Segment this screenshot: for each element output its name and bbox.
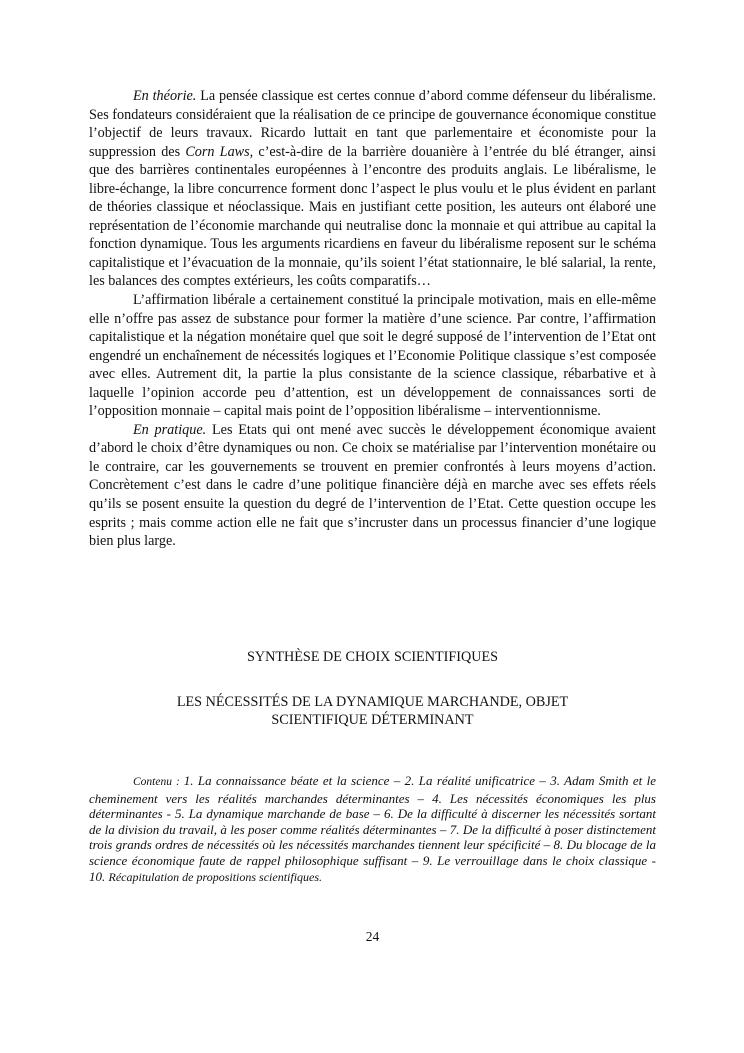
contents-last-item: Récapitulation de propositions scientifiques. [108, 869, 323, 884]
paragraph-lead: En théorie. [133, 88, 197, 104]
body-text [89, 87, 656, 551]
contents-paragraph [89, 773, 656, 885]
paragraph-practice [89, 421, 656, 551]
corn-laws-term: Corn Laws [185, 143, 250, 160]
contents-text: 1. La connaissance béate et la science – 2. La réalité unificatrice – 3. Adam Smith et le cheminement vers les réalités marchandes déterminantes – 4. Les nécessités économiques les plus déterminantes - 5. La dynamique marchande de base – 6. De la difficulté à discerner les nécessités sortant de la division du travail, à les poser comme réalités déterminantes – 7. De la difficulté à poser distinctement trois grands ordres de nécessités où les nécessités marchandes tiennent leur spécificité – 8. Du blocage de la science économique faute de rappel philosophique suffisant – 9. Le verrouillage dans le choix classique - 10. [89, 773, 656, 884]
paragraph-text: Les Etats qui ont mené avec succès le développement économique avaient d’abord le choix d’être dynamiques ou non. Ce choix se matérialise par l’intervention monétaire ou le contraire, car les gouvernements se trouvent en premier confrontés à leurs moyens d’action. Concrètement c’est dans le cadre d’une politique financière déjà en marche avec ses effets réels qu’ils se posent ensuite la question du degré de l’intervention de l’Etat. Cette question occupe les esprits ; mais comme action elle ne fait que s’incruster dans un processus financier d’une logique bien plus large. [89, 421, 656, 550]
paragraph-lead: En pratique. [133, 421, 207, 438]
paragraph-text: La pensée classique est certes connue d’abord comme défenseur du libéralisme. Ses fondateurs considéraient que la réalisation de ce principe de gouvernance économique constitue l’objectif de leurs travaux. Ricardo luttait en tant que parlementaire et économiste pour la suppression des [89, 88, 656, 160]
page-number: 24 [365, 929, 380, 944]
chapter-contents [89, 773, 656, 885]
paragraph-text: , c’est-à-dire de la barrière douanière à l’entrée du blé étranger, ainsi que des barrières continentales européennes à l’encontre des produits anglais. Le libéralisme, le libre-échange, la libre concurrence forment donc l’aspect le plus voulu et le plus évident en parlant de théories classique et néoclassique. Mais en justifiant cette position, les auteurs ont élaboré une représentation de l’économie marchande qui neutralise donc la monnaie et qui attribue au capital la fonction dynamique. Tous les arguments ricardiens en faveur du libéralisme reposent sur le schéma capitalistique et l’évacuation de la monnaie, qu’ils soient l’état stationnaire, le blé salarial, la rente, les balances des comptes extérieurs, les coûts comparatifs… [89, 143, 656, 290]
chapter-title: LES NÉCESSITÉS DE LA DYNAMIQUE MARCHANDE, OBJET SCIENTIFIQUE DÉTERMINANT [176, 694, 569, 728]
paragraph-liberal-affirmation: L’affirmation libérale a certainement constitué la principale motivation, mais en elle-même elle n’offre pas assez de substance pour former la matière d’une science. Par contre, l’affirmation capitalistique et la négation monétaire quel que soit le degré supposé de l’intervention de l’Etat ont engendré un enchaînement de nécessités logiques et l’Economie Politique classique s’est composée avec elles. Autrement dit, la partie la plus consistante de la science classique, rébarbative et à laquelle l’opinion accorde peu d’attention, est un développement de connaissances sorti de l’opposition monnaie – capital mais point de l’opposition libéralisme – interventionnisme. [89, 292, 656, 420]
section-heading: SYNTHÈSE DE CHOIX SCIENTIFIQUES [246, 649, 499, 665]
paragraph-theory [89, 87, 656, 291]
contents-label: Contenu : [133, 776, 184, 788]
